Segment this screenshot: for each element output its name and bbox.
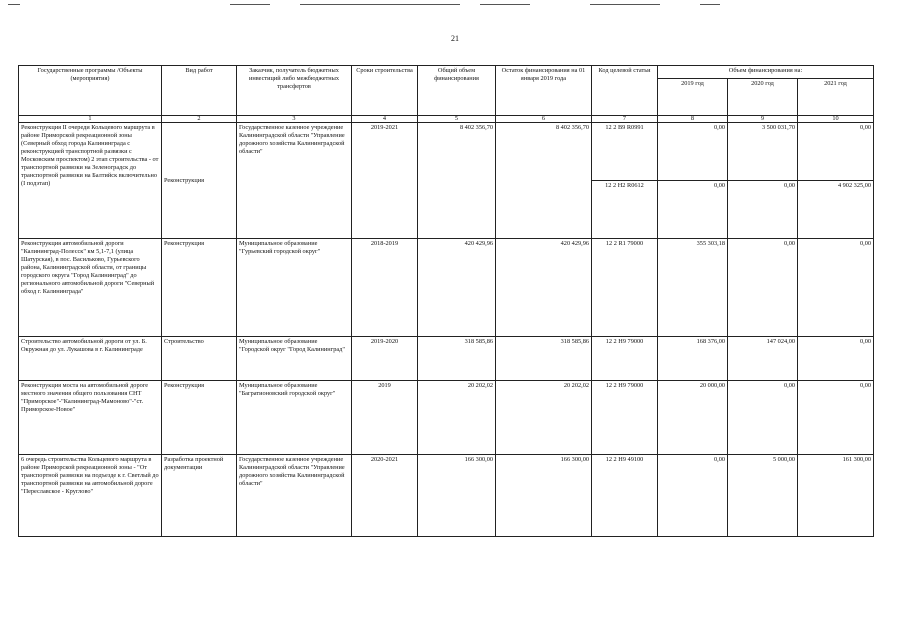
work-type-cell: Строительство: [162, 337, 237, 381]
table-row: [19, 455, 874, 537]
header-customer: Заказчик, получатель бюджетных инвестиций либо межбюджетных трансфертов: [237, 66, 352, 116]
header-2019: 2019 год: [658, 79, 728, 116]
header-remainder: Остаток финансирования на 01 января 2019 года: [496, 66, 592, 116]
value-2019-cell: 0,00: [658, 181, 728, 239]
column-index: 1: [19, 116, 162, 123]
table-row: [19, 123, 874, 181]
code-cell: 12 2 H2 R0612: [592, 181, 658, 239]
work-type-cell: Разработка проектной документации: [162, 455, 237, 537]
code-cell: 12 2 H9 79000: [592, 337, 658, 381]
terms-cell: 2019-2021: [352, 123, 418, 239]
code-cell: 12 2 H9 79000: [592, 381, 658, 455]
table-row: [19, 381, 874, 455]
value-2019-cell: 20 000,00: [658, 381, 728, 455]
scan-mark: [700, 4, 720, 5]
value-2020-cell: 3 500 031,70: [728, 123, 798, 181]
remainder-cell: 166 300,00: [496, 455, 592, 537]
customer-cell: Муниципальное образование "Гурьевский городской округ": [237, 239, 352, 337]
value-2020-cell: 0,00: [728, 239, 798, 337]
scan-mark: [230, 4, 270, 5]
value-2019-cell: 0,00: [658, 455, 728, 537]
remainder-cell: 420 429,96: [496, 239, 592, 337]
value-2021-cell: 0,00: [798, 123, 874, 181]
column-index: 5: [418, 116, 496, 123]
page-number: 21: [451, 34, 459, 43]
column-index: 6: [496, 116, 592, 123]
object-cell: Реконструкция II очереди Кольцевого маршрута в районе Приморской рекреационной зоны (Северный обход города Калининграда с реконструкцией транспортной развязки с Московским проспектом) 2 этап строительства - от транспортной развязки на Зеленоградск до транспортной развязки на Балтийск включительно (I подэтап): [19, 123, 162, 239]
customer-cell: Государственное казенное учреждение Калининградской области "Управление дорожного хозяйства Калининградской области": [237, 455, 352, 537]
total-cell: 166 300,00: [418, 455, 496, 537]
column-index: 8: [658, 116, 728, 123]
value-2021-cell: 0,00: [798, 239, 874, 337]
total-cell: 20 202,02: [418, 381, 496, 455]
header-funding: Объем финансирования на:: [658, 66, 874, 79]
code-cell: 12 2 H9 49100: [592, 455, 658, 537]
header-2021: 2021 год: [798, 79, 874, 116]
object-cell: 6 очередь строительства Кольцевого маршрута в районе Приморской рекреационной зоны - "От транспортной развязки на подъезде к г. Светлый до транспортной развязки на автомобильной дороге "Переславское - Круглово": [19, 455, 162, 537]
header-total: Общий объем финансирования: [418, 66, 496, 116]
column-index: 3: [237, 116, 352, 123]
header-programs: Государственные программы /Объекты (мероприятия): [19, 66, 162, 116]
remainder-cell: 20 202,02: [496, 381, 592, 455]
header-terms: Сроки строительства: [352, 66, 418, 116]
customer-cell: Муниципальное образование "Багратионовский городской округ": [237, 381, 352, 455]
header-code: Код целевой статьи: [592, 66, 658, 116]
column-index: 9: [728, 116, 798, 123]
header-work-type: Вид работ: [162, 66, 237, 116]
table-row: [19, 239, 874, 337]
value-2021-cell: 4 902 325,00: [798, 181, 874, 239]
scan-mark: [590, 4, 660, 5]
object-cell: Строительство автомобильной дороги от ул. Б. Окружная до ул. Лукашова в г. Калининграде: [19, 337, 162, 381]
value-2021-cell: 161 300,00: [798, 455, 874, 537]
value-2019-cell: 355 303,18: [658, 239, 728, 337]
customer-cell: Муниципальное образование "Городской округ "Город Калининград": [237, 337, 352, 381]
object-cell: Реконструкция моста на автомобильной дороге местного значения общего пользования СНТ "Приморское"-"Калининград-Мамоново"-"ст. Приморское-Новое": [19, 381, 162, 455]
value-2021-cell: 0,00: [798, 337, 874, 381]
terms-cell: 2020-2021: [352, 455, 418, 537]
value-2020-cell: 5 000,00: [728, 455, 798, 537]
value-2020-cell: 0,00: [728, 181, 798, 239]
column-index: 2: [162, 116, 237, 123]
total-cell: 318 585,86: [418, 337, 496, 381]
column-index: 4: [352, 116, 418, 123]
total-cell: 8 402 356,70: [418, 123, 496, 239]
scan-mark: [300, 4, 460, 5]
value-2019-cell: 168 376,00: [658, 337, 728, 381]
value-2020-cell: 147 024,00: [728, 337, 798, 381]
work-type-cell: Реконструкция: [162, 381, 237, 455]
code-cell: 12 2 R1 79000: [592, 239, 658, 337]
terms-cell: 2018-2019: [352, 239, 418, 337]
header-row: [19, 66, 874, 79]
column-index: 7: [592, 116, 658, 123]
value-2020-cell: 0,00: [728, 381, 798, 455]
remainder-cell: 8 402 356,70: [496, 123, 592, 239]
code-cell: 12 2 B9 R0991: [592, 123, 658, 181]
column-index-row: [19, 116, 874, 123]
scan-mark: [480, 4, 530, 5]
work-type-cell: Реконструкция: [162, 239, 237, 337]
work-type-cell: Реконструкция: [162, 123, 237, 239]
terms-cell: 2019: [352, 381, 418, 455]
column-index: 10: [798, 116, 874, 123]
table-row: [19, 337, 874, 381]
value-2021-cell: 0,00: [798, 381, 874, 455]
header-2020: 2020 год: [728, 79, 798, 116]
total-cell: 420 429,96: [418, 239, 496, 337]
object-cell: Реконструкция автомобильной дороги "Калининград-Полесск" км 5,1-7,1 (улица Шатурская), в пос. Васильково, Гурьевского района, Калининградской области, от границы городского округа "Город Калининград" до регионального автомобильной дороги "Северный обход г. Калининграда": [19, 239, 162, 337]
remainder-cell: 318 585,86: [496, 337, 592, 381]
terms-cell: 2019-2020: [352, 337, 418, 381]
customer-cell: Государственное казенное учреждение Калининградской области "Управление дорожного хозяйства Калининградской области": [237, 123, 352, 239]
scan-mark: [8, 4, 20, 5]
financing-table: [18, 65, 874, 537]
value-2019-cell: 0,00: [658, 123, 728, 181]
